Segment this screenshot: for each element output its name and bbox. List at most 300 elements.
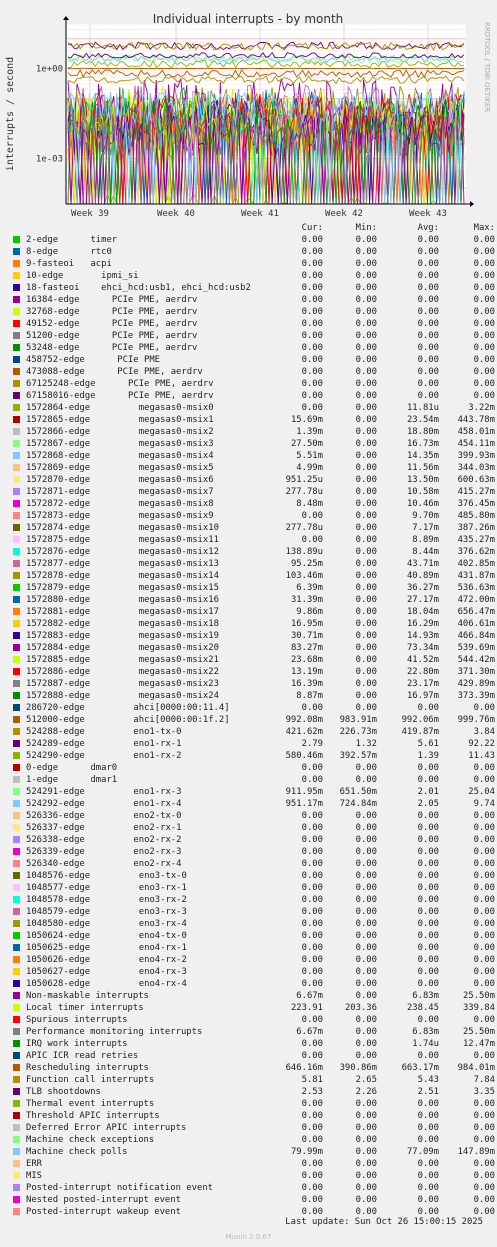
legend-header	[13, 222, 493, 234]
legend-series-desc: megasas0-msix17	[138, 607, 219, 617]
legend-max-value: 0.00	[473, 307, 495, 317]
legend-series-desc: dmar1	[90, 775, 118, 785]
legend-row	[13, 462, 493, 474]
legend-min-value: 0.00	[355, 811, 377, 821]
legend-max-value: 415.27m	[457, 487, 495, 497]
legend-series-name: 473088-edge	[26, 367, 85, 377]
legend-min-value: 0.00	[355, 595, 377, 605]
legend-series-desc: megasas0-msix11	[138, 535, 219, 545]
legend-row	[13, 1182, 493, 1194]
legend-cur-value: 0.00	[301, 1099, 323, 1109]
legend-row	[13, 498, 493, 510]
legend-series-desc: megasas0-msix0	[138, 403, 214, 413]
legend-cur-value: 0.00	[301, 823, 323, 833]
legend-cur-value: 0.00	[301, 979, 323, 989]
legend-series-desc: eno2-rx-1	[133, 823, 182, 833]
col-max-header: Max:	[473, 223, 495, 233]
legend-swatch	[13, 1016, 20, 1023]
legend-swatch	[13, 776, 20, 783]
legend-series-desc: PCIe PME	[117, 355, 161, 365]
legend-avg-value: 5.43	[417, 1075, 439, 1085]
legend-row	[13, 1098, 493, 1110]
legend-series-desc: PCIe PME, aerdrv	[128, 391, 214, 401]
legend-series-desc: PCIe PME, aerdrv	[128, 379, 214, 389]
legend-min-value: 0.00	[355, 1027, 377, 1037]
legend-row	[13, 630, 493, 642]
legend-row	[13, 954, 493, 966]
legend-row	[13, 1170, 493, 1182]
chart	[0, 0, 497, 222]
legend-swatch	[13, 884, 20, 891]
legend-max-value: 0.00	[473, 247, 495, 257]
legend-swatch	[13, 416, 20, 423]
legend-cur-value: 16.39m	[290, 679, 323, 689]
legend-row	[13, 1122, 493, 1134]
legend-series-desc: ahci[0000:00:1f.2]	[133, 715, 230, 725]
legend-max-value: 466.84m	[457, 631, 495, 641]
legend-swatch	[13, 560, 20, 567]
legend-series-desc: megasas0-msix3	[138, 439, 214, 449]
legend-cur-value: 0.00	[301, 391, 323, 401]
legend-swatch	[13, 1100, 20, 1107]
legend-series-name: 1050627-edge	[26, 967, 91, 977]
legend-min-value: 0.00	[355, 703, 377, 713]
chart-title: Individual interrupts - by month	[152, 12, 344, 26]
legend-swatch	[13, 836, 20, 843]
legend-cur-value: 4.99m	[296, 463, 323, 473]
legend-avg-value: 0.00	[417, 955, 439, 965]
legend-swatch	[13, 1184, 20, 1191]
legend-cur-value: 0.00	[301, 1171, 323, 1181]
legend-swatch	[13, 512, 20, 519]
legend-row	[13, 402, 493, 414]
legend-min-value: 0.00	[355, 1099, 377, 1109]
legend-min-value: 0.00	[355, 907, 377, 917]
x-tick-label: Week 39	[71, 209, 109, 219]
legend-max-value: 472.00m	[457, 595, 495, 605]
legend-row	[13, 570, 493, 582]
legend-row	[13, 534, 493, 546]
legend-avg-value: 0.00	[417, 871, 439, 881]
legend-avg-value: 0.00	[417, 859, 439, 869]
legend-series-name: Thermal event interrupts	[26, 1099, 155, 1109]
legend-avg-value: 0.00	[417, 319, 439, 329]
legend-max-value: 0.00	[473, 823, 495, 833]
legend-cur-value: 646.16m	[285, 1063, 323, 1073]
legend-max-value: 376.62m	[457, 547, 495, 557]
legend-min-value: 0.00	[355, 847, 377, 857]
legend-series-name: 1050628-edge	[26, 979, 91, 989]
legend-series-name: 1-edge	[26, 775, 59, 785]
legend-series-desc: megasas0-msix15	[138, 583, 219, 593]
legend-series-name: 1048580-edge	[26, 919, 91, 929]
legend-max-value: 0.00	[473, 955, 495, 965]
legend-max-value: 999.76m	[457, 715, 495, 725]
legend-cur-value: 0.00	[301, 955, 323, 965]
legend-min-value: 0.00	[355, 259, 377, 269]
munin-version: Munin 2.0.67	[225, 1233, 272, 1241]
legend-row	[13, 678, 493, 690]
legend-max-value: 344.03m	[457, 463, 495, 473]
legend-max-value: 544.42m	[457, 655, 495, 665]
legend-avg-value: 0.00	[417, 235, 439, 245]
legend-swatch	[13, 320, 20, 327]
legend-max-value: 0.00	[473, 1207, 495, 1217]
legend-max-value: 3.84	[473, 727, 495, 737]
legend-row	[13, 1014, 493, 1026]
legend-avg-value: 18.04m	[406, 607, 439, 617]
legend-min-value: 983.91m	[339, 715, 377, 725]
legend-row	[13, 870, 493, 882]
legend-series-desc: megasas0-msix5	[138, 463, 214, 473]
last-update: Last update: Sun Oct 26 15:00:15 2025	[285, 1217, 483, 1227]
legend-row	[13, 702, 493, 714]
legend-cur-value: 30.71m	[290, 631, 323, 641]
legend-min-value: 0.00	[355, 391, 377, 401]
legend-min-value: 226.73m	[339, 727, 377, 737]
legend-avg-value: 1.74u	[412, 1039, 439, 1049]
legend-cur-value: 0.00	[301, 1183, 323, 1193]
legend-cur-value: 95.25m	[290, 559, 323, 569]
legend-row	[13, 882, 493, 894]
legend-swatch	[13, 572, 20, 579]
legend-swatch	[13, 536, 20, 543]
legend-series-name: 526340-edge	[26, 859, 85, 869]
legend-max-value: 0.00	[473, 379, 495, 389]
legend-cur-value: 27.50m	[290, 439, 323, 449]
legend-swatch	[13, 668, 20, 675]
legend-max-value: 0.00	[473, 271, 495, 281]
legend-avg-value: 0.00	[417, 1015, 439, 1025]
legend-series-desc: acpi	[90, 259, 112, 269]
legend-row	[13, 762, 493, 774]
legend-min-value: 0.00	[355, 1039, 377, 1049]
legend-cur-value: 0.00	[301, 1135, 323, 1145]
legend-series-desc: eno2-tx-0	[133, 811, 182, 821]
legend-min-value: 0.00	[355, 691, 377, 701]
legend-max-value: 339.84	[462, 1003, 495, 1013]
legend-series-desc: megasas0-msix20	[138, 643, 219, 653]
legend-series-name: 1572865-edge	[26, 415, 91, 425]
legend-series-name: 1050625-edge	[26, 943, 91, 953]
legend-series-name: 524292-edge	[26, 799, 85, 809]
legend-min-value: 0.00	[355, 979, 377, 989]
legend-avg-value: 0.00	[417, 895, 439, 905]
legend-max-value: 25.04	[468, 787, 495, 797]
legend-avg-value: 0.00	[417, 775, 439, 785]
legend-cur-value: 0.00	[301, 355, 323, 365]
legend-swatch	[13, 944, 20, 951]
legend-avg-value: 10.58m	[406, 487, 439, 497]
legend-min-value: 0.00	[355, 667, 377, 677]
legend-min-value: 0.00	[355, 463, 377, 473]
legend-min-value: 0.00	[355, 235, 377, 245]
legend-swatch	[13, 308, 20, 315]
legend-cur-value: 0.00	[301, 271, 323, 281]
legend-series-name: 32768-edge	[26, 307, 80, 317]
legend-series-name: 1572885-edge	[26, 655, 91, 665]
legend-min-value: 724.84m	[339, 799, 377, 809]
legend-series-desc: eno4-rx-4	[138, 979, 187, 989]
legend-min-value: 0.00	[355, 511, 377, 521]
legend-cur-value: 15.69m	[290, 415, 323, 425]
legend-row	[13, 1146, 493, 1158]
legend-swatch	[13, 1208, 20, 1215]
legend-max-value: 600.63m	[457, 475, 495, 485]
legend-row	[13, 930, 493, 942]
legend-swatch	[13, 1148, 20, 1155]
legend-max-value: 0.00	[473, 1135, 495, 1145]
legend-min-value: 0.00	[355, 307, 377, 317]
legend-series-name: 526338-edge	[26, 835, 85, 845]
legend-series-name: 1572880-edge	[26, 595, 91, 605]
legend-series-name: 9-fasteoi	[26, 259, 75, 269]
legend-series-name: Performance monitoring interrupts	[26, 1027, 203, 1037]
legend-cur-value: 16.95m	[290, 619, 323, 629]
legend-row	[13, 510, 493, 522]
legend-max-value: 0.00	[473, 283, 495, 293]
legend-series-desc: PCIe PME, aerdrv	[111, 295, 198, 305]
legend-avg-value: 2.05	[417, 799, 439, 809]
legend-series-name: 53248-edge	[26, 343, 80, 353]
legend-cur-value: 0.00	[301, 535, 323, 545]
legend-min-value: 0.00	[355, 343, 377, 353]
legend-min-value: 0.00	[355, 475, 377, 485]
legend-avg-value: 16.73m	[406, 439, 439, 449]
legend-avg-value: 11.56m	[406, 463, 439, 473]
legend-series-name: 18-fasteoi	[26, 283, 80, 293]
legend-max-value: 0.00	[473, 907, 495, 917]
legend-avg-value: 0.00	[417, 1159, 439, 1169]
legend-cur-value: 0.00	[301, 367, 323, 377]
legend-max-value: 7.84	[473, 1075, 495, 1085]
legend-swatch	[13, 920, 20, 927]
legend-series-name: 1048577-edge	[26, 883, 91, 893]
legend-series-name: 1572888-edge	[26, 691, 91, 701]
legend-series-name: 1048576-edge	[26, 871, 91, 881]
legend-series-name: 1572876-edge	[26, 547, 91, 557]
legend-cur-value: 992.08m	[285, 715, 323, 725]
legend-max-value: 0.00	[473, 943, 495, 953]
legend-swatch	[13, 848, 20, 855]
col-cur-header: Cur:	[301, 223, 323, 233]
legend-cur-value: 0.00	[301, 775, 323, 785]
legend-row	[13, 906, 493, 918]
legend-series-name: 1572884-edge	[26, 643, 91, 653]
legend-series-name: 524290-edge	[26, 751, 85, 761]
legend-avg-value: 23.54m	[406, 415, 439, 425]
legend-min-value: 0.00	[355, 1015, 377, 1025]
legend-row	[13, 522, 493, 534]
legend-swatch	[13, 500, 20, 507]
legend-max-value: 0.00	[473, 1171, 495, 1181]
legend-swatch	[13, 812, 20, 819]
legend-cur-value: 0.00	[301, 871, 323, 881]
legend-avg-value: 0.00	[417, 907, 439, 917]
legend-swatch	[13, 452, 20, 459]
legend-max-value: 11.43	[468, 751, 495, 761]
legend-series-name: 16384-edge	[26, 295, 80, 305]
legend-swatch	[13, 596, 20, 603]
legend-max-value: 0.00	[473, 319, 495, 329]
legend-series-desc: eno4-rx-2	[138, 955, 187, 965]
legend-cur-value: 951.25u	[285, 475, 323, 485]
legend-cur-value: 1.39m	[296, 427, 323, 437]
legend-avg-value: 23.17m	[406, 679, 439, 689]
legend-series-desc: megasas0-msix24	[138, 691, 219, 701]
legend-min-value: 0.00	[355, 367, 377, 377]
legend-swatch	[13, 524, 20, 531]
legend-swatch	[13, 644, 20, 651]
legend-series-name: 1572879-edge	[26, 583, 91, 593]
legend-swatch	[13, 260, 20, 267]
legend-series-desc: megasas0-msix2	[138, 427, 214, 437]
legend-max-value: 9.74	[473, 799, 495, 809]
legend-swatch	[13, 464, 20, 471]
legend-swatch	[13, 896, 20, 903]
legend-series-name: Non-maskable interrupts	[26, 991, 149, 1001]
legend-min-value: 0.00	[355, 439, 377, 449]
legend-swatch	[13, 788, 20, 795]
legend-avg-value: 16.29m	[406, 619, 439, 629]
legend-series-name: 1048579-edge	[26, 907, 91, 917]
legend-series-name: 0-edge	[26, 763, 59, 773]
legend-swatch	[13, 632, 20, 639]
legend-swatch	[13, 1004, 20, 1011]
legend-swatch	[13, 764, 20, 771]
legend-min-value: 0.00	[355, 823, 377, 833]
legend-cur-value: 0.00	[301, 703, 323, 713]
legend-avg-value: 2.01	[417, 787, 439, 797]
legend-series-name: 1572866-edge	[26, 427, 91, 437]
legend-cur-value: 0.00	[301, 319, 323, 329]
legend-row	[13, 1134, 493, 1146]
legend-row	[13, 318, 493, 330]
legend-series-desc: megasas0-msix21	[138, 655, 219, 665]
legend-min-value: 0.00	[355, 415, 377, 425]
legend-cur-value: 0.00	[301, 283, 323, 293]
legend-min-value: 0.00	[355, 523, 377, 533]
legend-avg-value: 18.80m	[406, 427, 439, 437]
legend-avg-value: 0.00	[417, 1123, 439, 1133]
x-axis-arrow	[470, 201, 474, 207]
legend-cur-value: 223.91	[290, 1003, 323, 1013]
legend-max-value: 0.00	[473, 331, 495, 341]
legend-series-name: 1572870-edge	[26, 475, 91, 485]
legend-min-value: 0.00	[355, 931, 377, 941]
legend-max-value: 0.00	[473, 763, 495, 773]
legend-avg-value: 27.17m	[406, 595, 439, 605]
x-tick-labels	[71, 209, 447, 219]
legend-avg-value: 0.00	[417, 295, 439, 305]
legend-min-value: 0.00	[355, 427, 377, 437]
legend-series-name: APIC ICR read retries	[26, 1051, 139, 1061]
legend-row	[13, 618, 493, 630]
legend-max-value: 0.00	[473, 259, 495, 269]
legend-series-desc: eno1-tx-0	[133, 727, 182, 737]
legend-cur-value: 0.00	[301, 943, 323, 953]
legend-series-name: Threshold APIC interrupts	[26, 1111, 160, 1121]
legend-series-name: Posted-interrupt wakeup event	[26, 1207, 181, 1217]
legend-cur-value: 5.81	[301, 1075, 323, 1085]
legend-avg-value: 13.50m	[406, 475, 439, 485]
legend-series-name: 67158016-edge	[26, 391, 96, 401]
legend-cur-value: 79.99m	[290, 1147, 323, 1157]
legend-swatch	[13, 824, 20, 831]
legend-min-value: 0.00	[355, 1171, 377, 1181]
legend-min-value: 0.00	[355, 895, 377, 905]
legend-swatch	[13, 740, 20, 747]
legend-max-value: 0.00	[473, 847, 495, 857]
legend-series-desc: eno3-rx-1	[138, 883, 187, 893]
legend-swatch	[13, 800, 20, 807]
legend-series-name: 524291-edge	[26, 787, 85, 797]
legend-avg-value: 663.17m	[401, 1063, 439, 1073]
y-axis-label: interrupts / second	[5, 56, 16, 172]
legend-min-value: 0.00	[355, 379, 377, 389]
legend-swatch	[13, 1028, 20, 1035]
legend-max-value: 0.00	[473, 931, 495, 941]
legend-row	[13, 426, 493, 438]
legend-cur-value: 2.53	[301, 1087, 323, 1097]
legend-series-name: 10-edge	[26, 271, 64, 281]
legend-max-value: 435.27m	[457, 535, 495, 545]
legend-cur-value: 0.00	[301, 847, 323, 857]
legend-max-value: 371.30m	[457, 667, 495, 677]
legend-min-value: 0.00	[355, 607, 377, 617]
legend-max-value: 402.85m	[457, 559, 495, 569]
legend-row	[13, 1038, 493, 1050]
legend-max-value: 373.39m	[457, 691, 495, 701]
y-tick-label: 1e-03	[35, 154, 63, 165]
legend-max-value: 984.01m	[457, 1063, 495, 1073]
legend-min-value: 0.00	[355, 1111, 377, 1121]
legend-swatch	[13, 608, 20, 615]
legend-row	[13, 774, 493, 786]
legend-min-value: 0.00	[355, 775, 377, 785]
legend-row	[13, 366, 493, 378]
legend-row	[13, 558, 493, 570]
legend-min-value: 0.00	[355, 559, 377, 569]
legend-max-value: 458.01m	[457, 427, 495, 437]
legend-min-value: 0.00	[355, 295, 377, 305]
legend-series-desc: megasas0-msix14	[138, 571, 219, 581]
legend-max-value: 0.00	[473, 295, 495, 305]
legend-max-value: 406.61m	[457, 619, 495, 629]
legend-min-value: 0.00	[355, 547, 377, 557]
legend-swatch	[13, 440, 20, 447]
legend-max-value: 656.47m	[457, 607, 495, 617]
legend-min-value: 0.00	[355, 943, 377, 953]
legend-cur-value: 0.00	[301, 919, 323, 929]
legend-series-desc: megasas0-msix23	[138, 679, 219, 689]
legend-max-value: 443.78m	[457, 415, 495, 425]
legend-max-value: 92.22	[468, 739, 495, 749]
legend-series-desc: eno2-rx-4	[133, 859, 182, 869]
legend-series-name: 1572887-edge	[26, 679, 91, 689]
legend-cur-value: 0.00	[301, 811, 323, 821]
legend-row	[13, 810, 493, 822]
legend-avg-value: 0.00	[417, 367, 439, 377]
legend-series-desc: megasas0-msix6	[138, 475, 214, 485]
legend-cur-value: 8.48m	[296, 499, 323, 509]
legend-min-value: 0.00	[355, 763, 377, 773]
legend-avg-value: 0.00	[417, 823, 439, 833]
legend	[13, 222, 493, 1218]
legend-series-desc: megasas0-msix9	[138, 511, 214, 521]
legend-series-name: 51200-edge	[26, 331, 80, 341]
legend-cur-value: 951.17m	[285, 799, 323, 809]
